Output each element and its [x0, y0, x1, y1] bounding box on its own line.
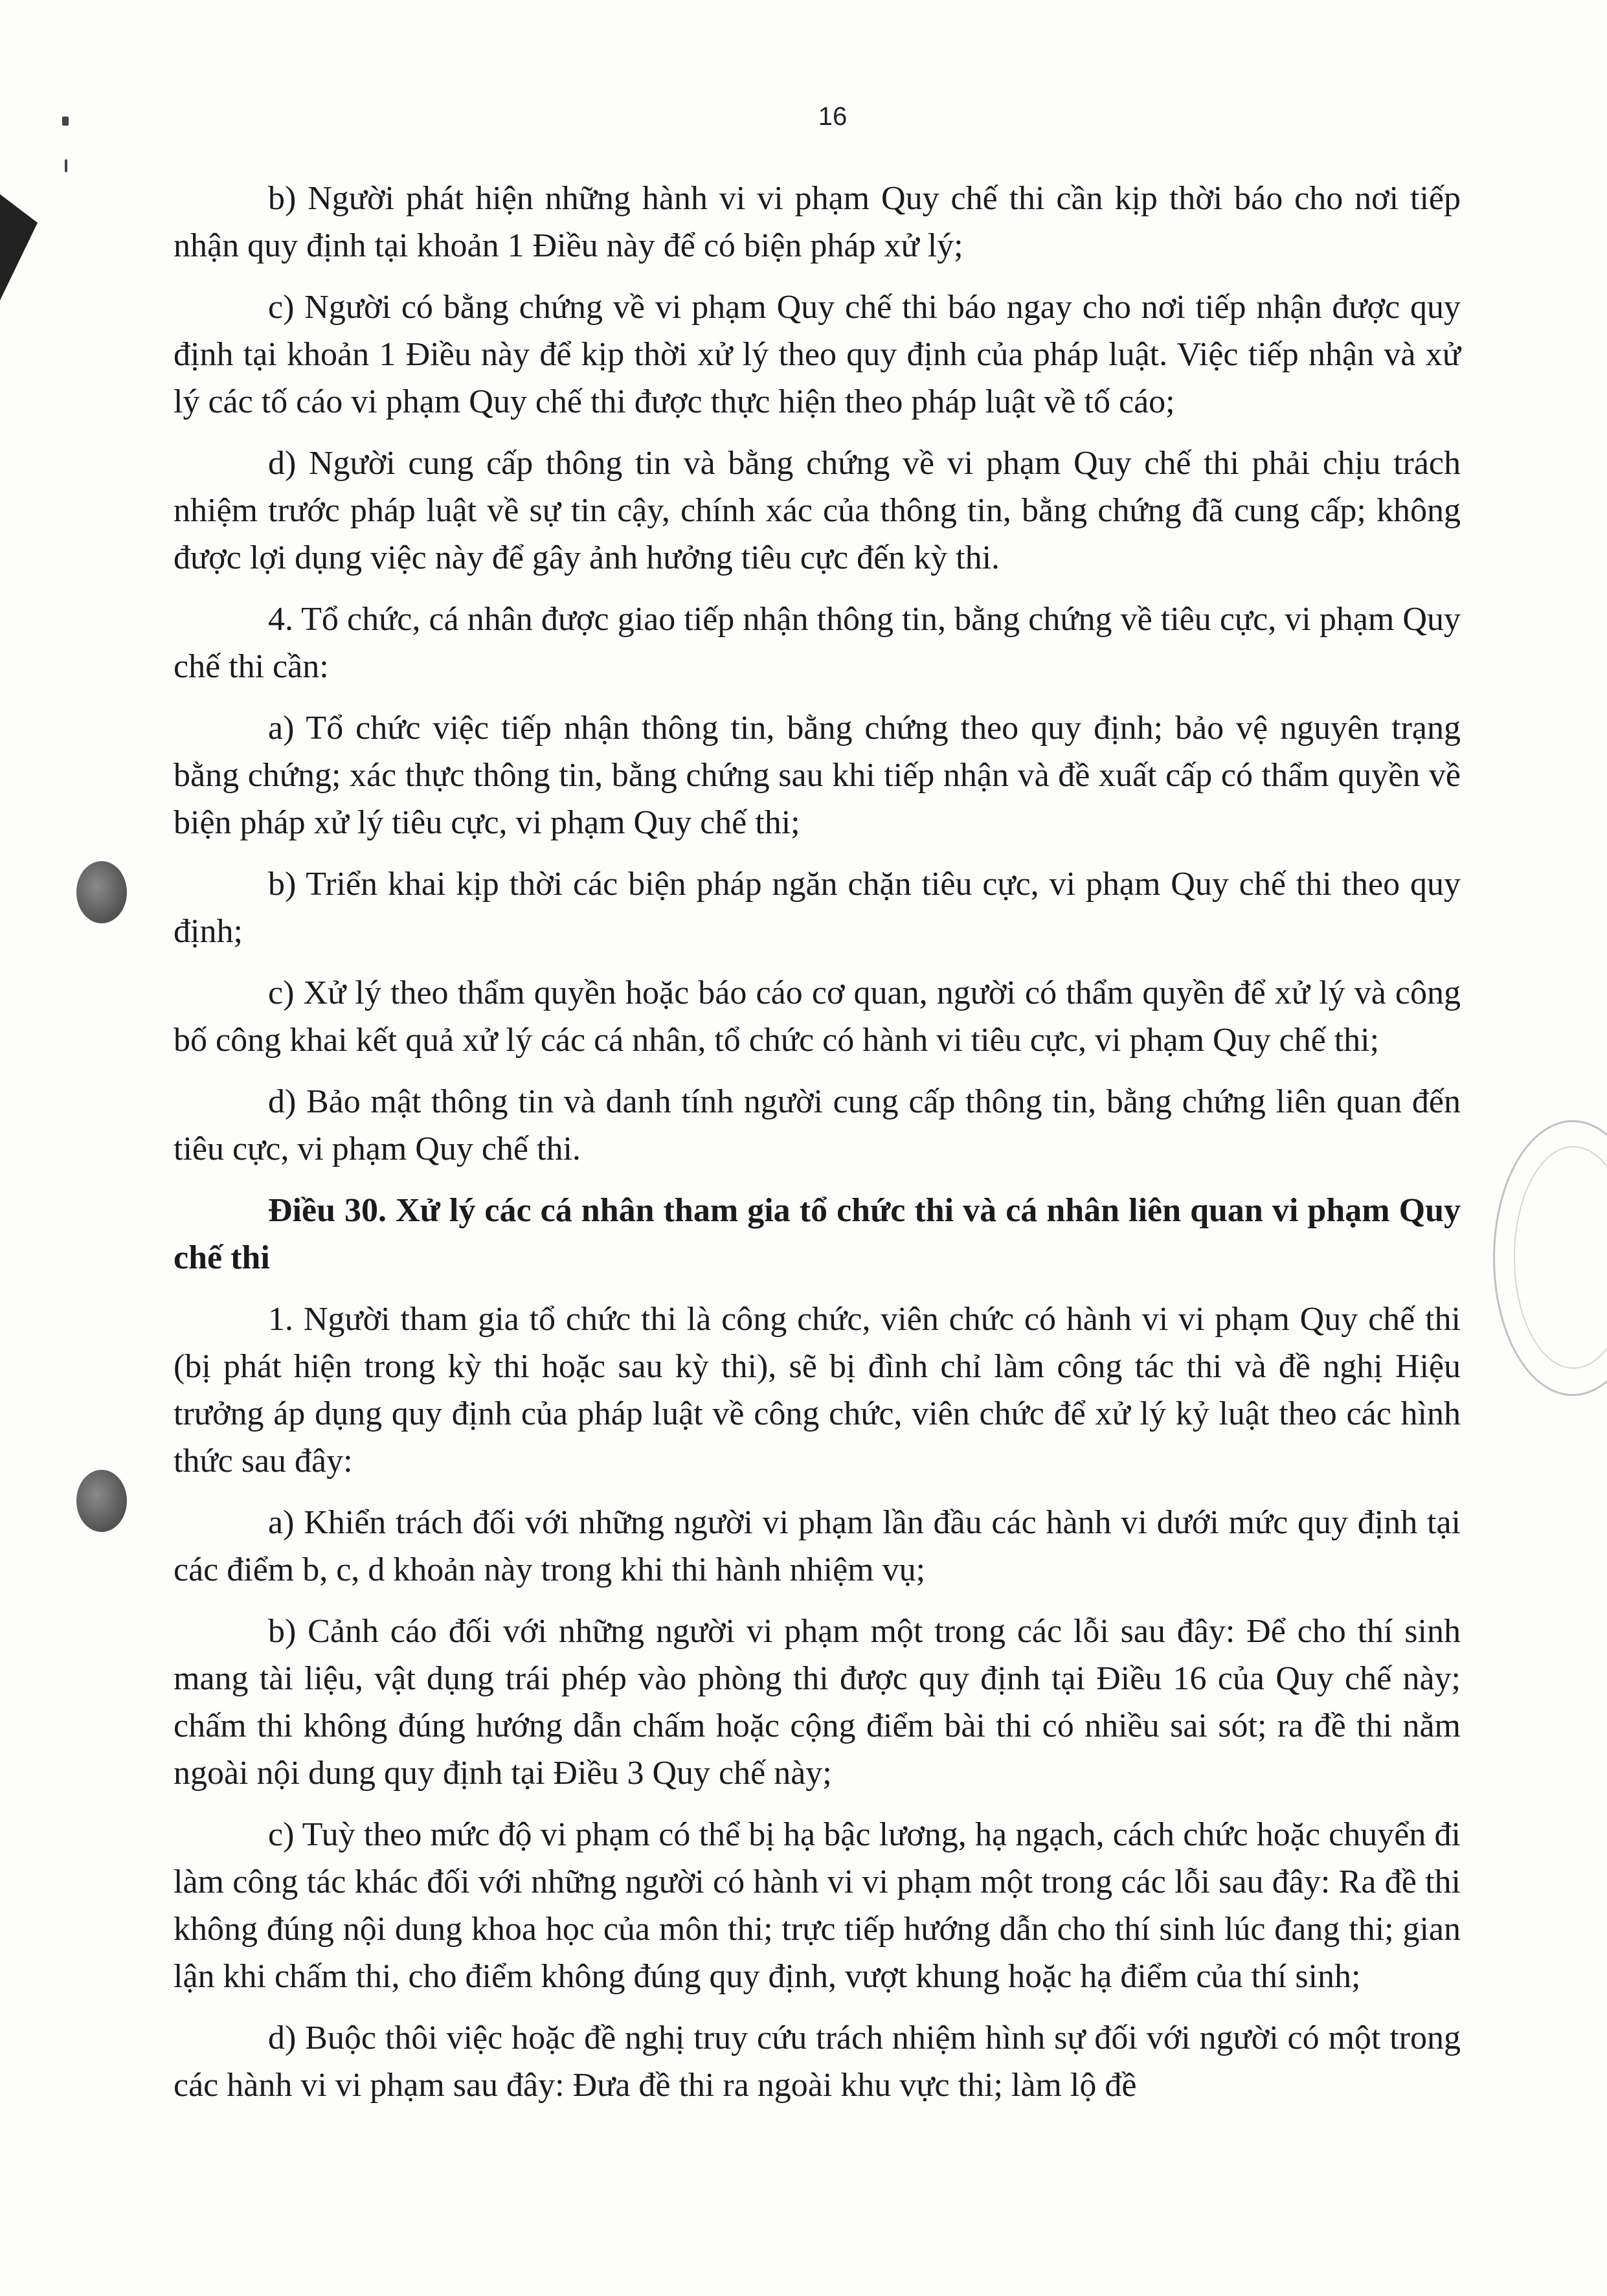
scan-speck	[62, 117, 69, 126]
paragraph-3b: b) Người phát hiện những hành vi vi phạm Quy chế thi cần kịp thời báo cho nơi tiếp nhận quy định tại khoản 1 Điều này để có biện pháp xử lý;	[174, 180, 1461, 264]
punch-hole	[76, 1470, 127, 1532]
paragraph-4b: b) Triển khai kịp thời các biện pháp ngăn chặn tiêu cực, vi phạm Quy chế thi theo quy định;	[174, 866, 1461, 950]
paragraph-4d: d) Bảo mật thông tin và danh tính người cung cấp thông tin, bằng chứng liên quan đến tiêu cực, vi phạm Quy chế thi.	[174, 1083, 1461, 1167]
paragraph-30-1b: b) Cảnh cáo đối với những người vi phạm một trong các lỗi sau đây: Để cho thí sinh mang tài liệu, vật dụng trái phép vào phòng thi được quy định tại Điều 16 của Quy chế này; chấm thi không đúng hướng dẫn chấm hoặc cộng điểm bài thi có nhiều sai sót; ra đề thi nằm ngoài nội dung quy định tại Điều 3 Quy chế này;	[174, 1613, 1461, 1792]
paragraph-30-1: 1. Người tham gia tổ chức thi là công chức, viên chức có hành vi vi phạm Quy chế thi (bị phát hiện trong kỳ thi hoặc sau kỳ thi), sẽ bị đình chỉ làm công tác thi và đề nghị Hiệu trưởng áp dụng quy định của pháp luật về công chức, viên chức để xử lý kỷ luật theo các hình thức sau đây:	[174, 1301, 1461, 1480]
paragraph-30-1c: c) Tuỳ theo mức độ vi phạm có thể bị hạ bậc lương, hạ ngạch, cách chức hoặc chuyển đi làm công tác khác đối với những người có hành vi vi phạm một trong các lỗi sau đây: Ra đề thi không đúng nội dung khoa học của môn thi; trực tiếp hướng dẫn cho thí sinh lúc đang thi; gian lận khi chấm thi, cho điểm không đúng quy định, vượt khung hoặc hạ điểm của thí sinh;	[174, 1816, 1461, 1995]
paragraph-4c: c) Xử lý theo thẩm quyền hoặc báo cáo cơ quan, người có thẩm quyền để xử lý và công bố công khai kết quả xử lý các cá nhân, tổ chức có hành vi tiêu cực, vi phạm Quy chế thi;	[174, 974, 1461, 1059]
document-body	[174, 175, 1461, 2123]
scan-speck	[65, 159, 67, 172]
punch-hole	[76, 861, 127, 923]
paragraph-30-1d: d) Buộc thôi việc hoặc đề nghị truy cứu trách nhiệm hình sự đối với người có một trong các hành vi vi phạm sau đây: Đưa đề thi ra ngoài khu vực thi; làm lộ đề	[174, 2020, 1461, 2104]
paragraph-30-1a: a) Khiển trách đối với những người vi phạm lần đầu các hành vi dưới mức quy định tại các điểm b, c, d khoản này trong khi thi hành nhiệm vụ;	[174, 1504, 1461, 1588]
paragraph-4a: a) Tổ chức việc tiếp nhận thông tin, bằng chứng theo quy định; bảo vệ nguyên trạng bằng chứng; xác thực thông tin, bằng chứng sau khi tiếp nhận và đề xuất cấp có thẩm quyền về biện pháp xử lý tiêu cực, vi phạm Quy chế thi;	[174, 710, 1461, 841]
paragraph-3c: c) Người có bằng chứng về vi phạm Quy chế thi báo ngay cho nơi tiếp nhận được quy định tại khoản 1 Điều này để kịp thời xử lý theo quy định của pháp luật. Việc tiếp nhận và xử lý các tố cáo vi phạm Quy chế thi được thực hiện theo pháp luật về tố cáo;	[174, 289, 1461, 420]
page-number: 16	[818, 102, 848, 131]
paragraph-3d: d) Người cung cấp thông tin và bằng chứng về vi phạm Quy chế thi phải chịu trách nhiệm trước pháp luật về sự tin cậy, chính xác của thông tin, bằng chứng đã cung cấp; không được lợi dụng việc này để gây ảnh hưởng tiêu cực đến kỳ thi.	[174, 445, 1461, 576]
scan-shadow-artifact	[0, 194, 38, 300]
paragraph-4: 4. Tổ chức, cá nhân được giao tiếp nhận thông tin, bằng chứng về tiêu cực, vi phạm Quy chế thi cần:	[174, 601, 1461, 685]
article-30-heading: Điều 30. Xử lý các cá nhân tham gia tổ chức thi và cá nhân liên quan vi phạm Quy chế thi	[174, 1192, 1461, 1276]
